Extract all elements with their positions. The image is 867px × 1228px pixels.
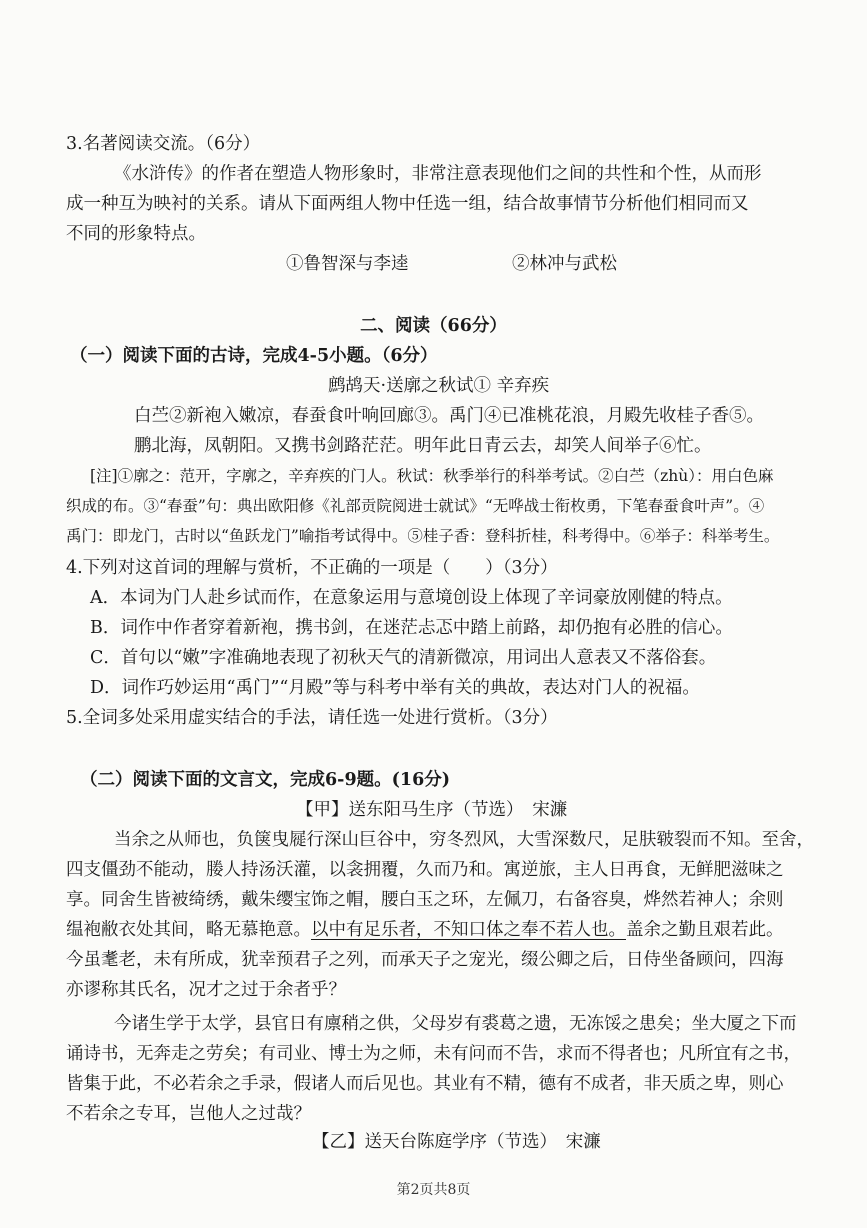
q3-line-3: 不同的形象特点。	[66, 224, 206, 244]
jia-title: 【甲】送东阳马生序（节选） 宋濂	[296, 800, 568, 820]
poem-line-1: 白苎②新袍入嫩凉，春蚕食叶响回廊③。禹门④已准桃花浪，月殿先收桂子香⑤。	[134, 406, 764, 426]
jia-para2-line-4: 不若余之专耳，岂他人之过哉？	[66, 1104, 311, 1124]
section-title: 二、阅读（66分）	[360, 316, 507, 336]
jia-line-6: 亦谬称其氏名，况才之过于余者乎？	[66, 980, 346, 1000]
jia-line-4	[66, 918, 784, 942]
jia-line-4-end: 盖余之勤且艰若此。	[626, 920, 784, 940]
q3-option-1: ①鲁智深与李逵	[286, 254, 409, 274]
poem-note-1: [注]①廓之：范开，字廓之，辛弃疾的门人。秋试：秋季举行的科举考试。②白苎（zhù）：用白色麻	[90, 467, 774, 485]
q4-option-b: B．词作中作者穿着新袍，携书剑，在迷茫忐忑中踏上前路，却仍抱有必胜的信心。	[90, 618, 733, 638]
jia-line-1: 当余之从师也，负箧曳屣行深山巨谷中，穷冬烈风，大雪深数尺，足肤皲裂而不知。至舍，	[114, 830, 814, 850]
jia-para2-line-2: 诵诗书，无奔走之劳矣；有司业、博士为之师，未有问而不告，求而不得者也；凡所宜有之书，	[66, 1044, 801, 1064]
q4-option-c: C．首句以“嫩”字准确地表现了初秋天气的清新微凉，用词出人意表又不落俗套。	[90, 648, 717, 668]
jia-line-2: 四支僵劲不能动，媵人持汤沃灌，以衾拥覆，久而乃和。寓逆旅，主人日再食，无鲜肥滋味之	[66, 860, 784, 880]
jia-para2-line-1: 今诸生学于太学，县官日有廪稍之供，父母岁有裘葛之遗，无冻馁之患矣；坐大厦之下而	[114, 1014, 797, 1034]
part1-heading: （一）阅读下面的古诗，完成4-5小题。（6分）	[70, 346, 438, 366]
q4-option-d: D．词作巧妙运用“禹门”“月殿”等与科考中举有关的典故，表达对门人的祝福。	[90, 678, 700, 698]
jia-para2-line-3: 皆集于此，不必若余之手录，假诸人而后见也。其业有不精，德有不成者，非天质之卑，则心	[66, 1074, 784, 1094]
poem-title: 鹧鸪天·送廓之秋试① 辛弃疾	[328, 376, 550, 396]
jia-line-4-start: 缊袍敝衣处其间，略无慕艳意。	[66, 920, 311, 940]
q4-question: 4.下列对这首词的理解与赏析，不正确的一项是（ ）（3分）	[66, 558, 558, 578]
q3-option-2: ②林冲与武松	[512, 254, 617, 274]
poem-note-3: 禹门：即龙门，古时以“鱼跃龙门”喻指考试得中。⑤桂子香：登科折桂，科考得中。⑥举子：科举考生。	[66, 527, 780, 545]
q3-line-2: 成一种互为映衬的关系。请从下面两组人物中任选一组，结合故事情节分析他们相同而又	[66, 194, 749, 214]
q3-line-1: 《水浒传》的作者在塑造人物形象时，非常注意表现他们之间的共性和个性，从而形	[114, 164, 762, 184]
q4-option-a: A．本词为门人赴乡试而作，在意象运用与意境创设上体现了辛词豪放刚健的特点。	[90, 588, 733, 608]
poem-line-2: 鹏北海，凤朝阳。又携书剑路茫茫。明年此日青云去，却笑人间举子⑥忙。	[134, 436, 712, 456]
jia-line-3: 享。同舍生皆被绮绣，戴朱缨宝饰之帽，腰白玉之环，左佩刀，右备容臭，烨然若神人；余则	[66, 890, 784, 910]
page-footer: 第2页共8页	[396, 1182, 471, 1198]
q3-title: 3.名著阅读交流。（6分）	[66, 134, 261, 154]
q5-question: 5.全词多处采用虚实结合的手法，请任选一处进行赏析。（3分）	[66, 708, 558, 728]
part2-heading: （二）阅读下面的文言文，完成6-9题。(16分)	[80, 770, 451, 790]
poem-note-2: 织成的布。③“春蚕”句：典出欧阳修《礼部贡院阅进士就试》“无哗战士衔枚勇，下笔春蚕食叶声”。④	[66, 497, 765, 515]
jia-underlined-sentence: 以中有足乐者，不知口体之奉不若人也。	[311, 920, 626, 940]
yi-title: 【乙】送天台陈庭学序（节选） 宋濂	[312, 1132, 601, 1152]
jia-line-5: 今虽耄老，未有所成，犹幸预君子之列，而承天子之宠光，缀公卿之后，日侍坐备顾问，四海	[66, 950, 784, 970]
